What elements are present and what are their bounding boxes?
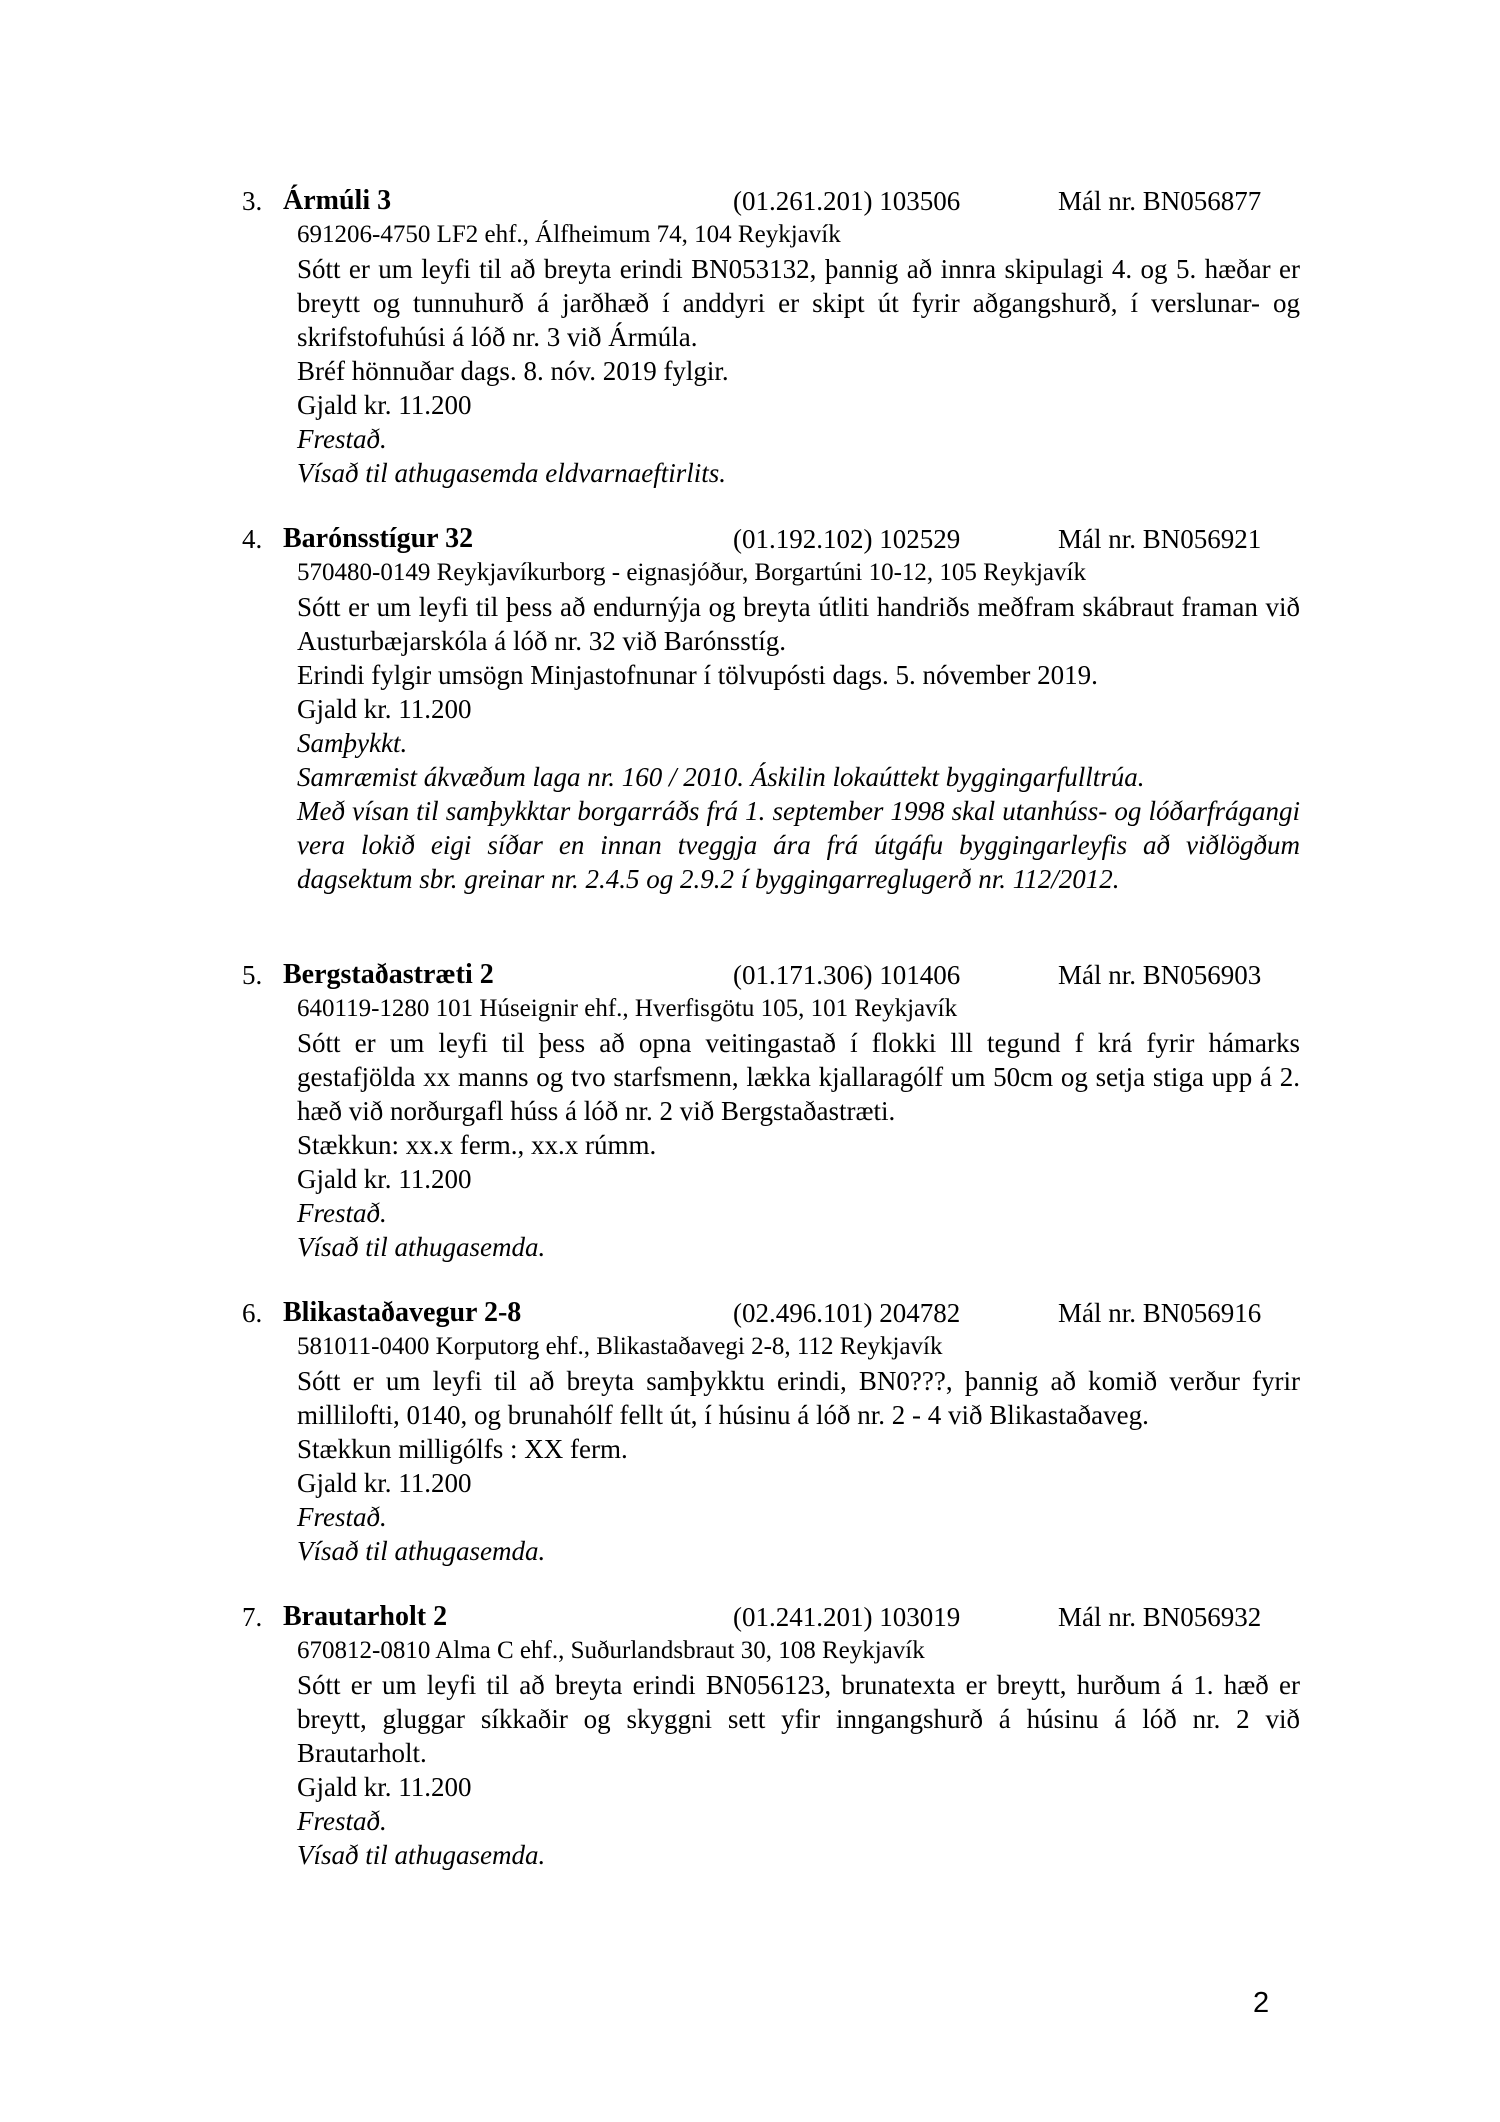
agenda-item <box>242 958 1302 1264</box>
item-number: 7. <box>242 1602 263 1632</box>
item-registrant: 670812-0810 Alma C ehf., Suðurlandsbraut 30, 108 Reykjavík <box>297 1637 925 1664</box>
item-number: 6. <box>242 1298 263 1328</box>
referral-note: Vísað til athugasemda. <box>297 1536 546 1566</box>
size-note: Stækkun: xx.x ferm., xx.x rúmm. <box>297 1130 657 1160</box>
item-address-title: Ármúli 3 <box>283 185 392 216</box>
attachment-note: Erindi fylgir umsögn Minjastofnunar í tölvupósti dags. 5. nóvember 2019. <box>297 660 1098 690</box>
item-title-row <box>242 958 1302 992</box>
item-body <box>297 1330 1300 1568</box>
item-title-row <box>242 1600 1302 1634</box>
fee-line: Gjald kr. 11.200 <box>297 390 472 420</box>
item-plot-coordinate: (01.192.102) 102529 <box>733 524 961 554</box>
item-number: 5. <box>242 960 263 990</box>
agenda-item <box>242 1600 1302 1872</box>
decision-note: Með vísan til samþykktar borgarráðs frá 1. september 1998 skal utanhúss- og lóðarfrágangi vera lokið eigi síðar en innan tveggja ára frá útgáfu byggingarleyfis að viðlögðum dagsektum sbr. greinar nr. 2.4.5 og 2.9.2 í byggingarreglugerð nr. 112/2012. <box>297 796 1300 894</box>
item-address-title: Blikastaðavegur 2-8 <box>283 1297 522 1328</box>
item-case-number: Mál nr. BN056877 <box>1058 186 1262 216</box>
application-text: Sótt er um leyfi til að breyta samþykktu erindi, BN0???, þannig að komið verður fyrir millilofti, 0140, og brunahólf fellt út, í húsinu á lóð nr. 2 - 4 við Blikastaðaveg. <box>297 1366 1300 1430</box>
agenda-item <box>242 522 1302 896</box>
referral-note: Vísað til athugasemda. <box>297 1232 546 1262</box>
application-text: Sótt er um leyfi til að breyta erindi BN053132, þannig að innra skipulagi 4. og 5. hæðar er breytt og tunnuhurð á jarðhæð í anddyri er skipt út fyrir aðgangshurð, í verslunar- og skrifstofuhúsi á lóð nr. 3 við Ármúla. <box>297 254 1300 352</box>
decision-status: Frestað. <box>297 1198 387 1228</box>
fee-line: Gjald kr. 11.200 <box>297 1468 472 1498</box>
item-case-number: Mál nr. BN056916 <box>1058 1298 1262 1328</box>
item-registrant: 640119-1280 101 Húseignir ehf., Hverfisgötu 105, 101 Reykjavík <box>297 995 958 1022</box>
agenda-item <box>242 1296 1302 1568</box>
size-note: Stækkun milligólfs : XX ferm. <box>297 1434 628 1464</box>
item-plot-coordinate: (01.261.201) 103506 <box>733 186 961 216</box>
attachment-note: Bréf hönnuðar dags. 8. nóv. 2019 fylgir. <box>297 356 729 386</box>
agenda-items <box>242 184 1302 1904</box>
item-number: 3. <box>242 186 263 216</box>
item-address-title: Barónsstígur 32 <box>283 523 474 554</box>
application-text: Sótt er um leyfi til þess að opna veitingastað í flokki lll tegund f krá fyrir hámarks gestafjölda xx manns og tvo starfsmenn, lækka kjallaragólf um 50cm og setja stiga upp á 2. hæð við norðurgafl húss á lóð nr. 2 við Bergstaðastræti. <box>297 1028 1300 1126</box>
item-case-number: Mál nr. BN056903 <box>1058 960 1262 990</box>
item-case-number: Mál nr. BN056921 <box>1058 524 1262 554</box>
item-body <box>297 556 1300 896</box>
item-address-title: Brautarholt 2 <box>283 1601 448 1632</box>
fee-line: Gjald kr. 11.200 <box>297 694 472 724</box>
agenda-item <box>242 184 1302 490</box>
item-case-number: Mál nr. BN056932 <box>1058 1602 1262 1632</box>
referral-note: Vísað til athugasemda eldvarnaeftirlits. <box>297 458 726 488</box>
item-body <box>297 1634 1300 1872</box>
item-plot-coordinate: (01.171.306) 101406 <box>733 960 961 990</box>
fee-line: Gjald kr. 11.200 <box>297 1164 472 1194</box>
item-title-row <box>242 184 1302 218</box>
page-number: 2 <box>1253 1987 1270 2019</box>
application-text: Sótt er um leyfi til þess að endurnýja og breyta útliti handriðs meðfram skábraut framan við Austurbæjarskóla á lóð nr. 32 við Barónsstíg. <box>297 592 1300 656</box>
item-title-row <box>242 1296 1302 1330</box>
decision-status: Samþykkt. <box>297 728 408 758</box>
item-body <box>297 992 1300 1264</box>
decision-status: Frestað. <box>297 1806 387 1836</box>
item-number: 4. <box>242 524 263 554</box>
item-title-row <box>242 522 1302 556</box>
referral-note: Vísað til athugasemda. <box>297 1840 546 1870</box>
item-registrant: 581011-0400 Korputorg ehf., Blikastaðavegi 2-8, 112 Reykjavík <box>297 1333 943 1360</box>
decision-status: Frestað. <box>297 424 387 454</box>
application-text: Sótt er um leyfi til að breyta erindi BN056123, brunatexta er breytt, hurðum á 1. hæð er breytt, gluggar síkkaðir og skyggni sett yfir inngangshurð á húsinu á lóð nr. 2 við Brautarholt. <box>297 1670 1300 1768</box>
decision-note: Samræmist ákvæðum laga nr. 160 / 2010. Áskilin lokaúttekt byggingarfulltrúa. <box>297 762 1145 792</box>
decision-status: Frestað. <box>297 1502 387 1532</box>
item-registrant: 570480-0149 Reykjavíkurborg - eignasjóður, Borgartúni 10-12, 105 Reykjavík <box>297 559 1086 586</box>
item-plot-coordinate: (01.241.201) 103019 <box>733 1602 961 1632</box>
item-plot-coordinate: (02.496.101) 204782 <box>733 1298 961 1328</box>
item-body <box>297 218 1300 490</box>
item-registrant: 691206-4750 LF2 ehf., Álfheimum 74, 104 Reykjavík <box>297 221 841 248</box>
fee-line: Gjald kr. 11.200 <box>297 1772 472 1802</box>
item-address-title: Bergstaðastræti 2 <box>283 959 494 990</box>
